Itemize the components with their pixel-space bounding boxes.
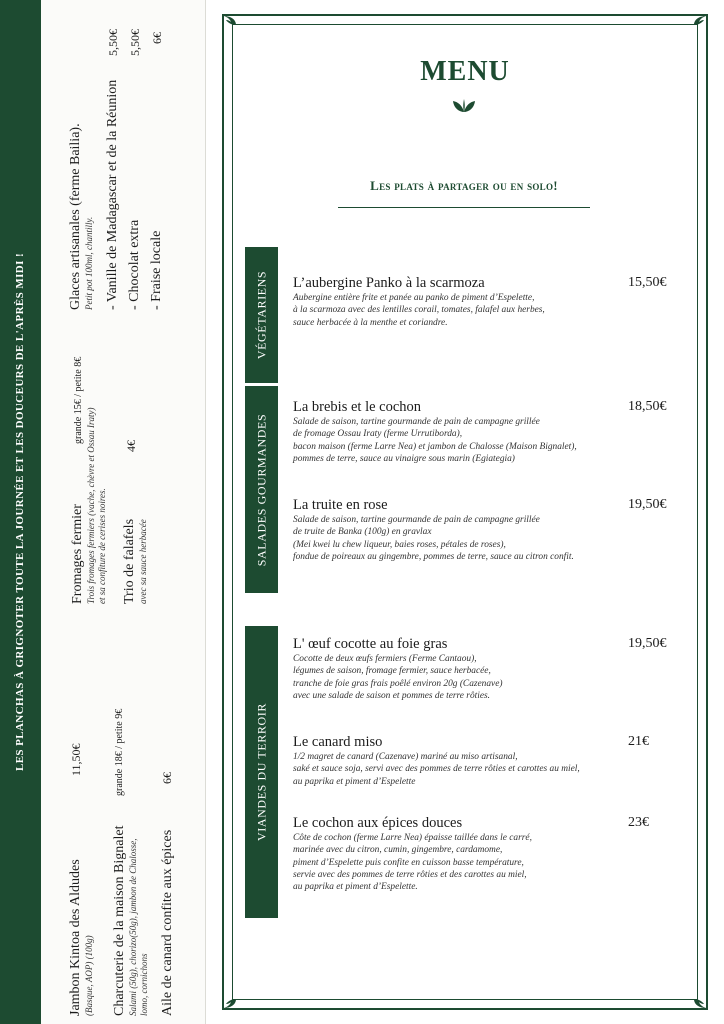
item-aile-name: Aile de canard confite aux épices (160, 829, 175, 1016)
dish-price: 18,50€ (628, 399, 667, 414)
dish-desc-line: Salade de saison, tartine gourmande de pain de campagne grillée (293, 417, 540, 427)
dish-name: L' œuf cocotte au foie gras (293, 636, 448, 652)
dish-desc-line: Salade de saison, tartine gourmande de pain de campagne grillée (293, 515, 540, 525)
dish-desc-line: légumes de saison, fromage fermier, sauce herbacée, (293, 666, 491, 677)
item-fraise-price: 6€ (150, 32, 164, 44)
dish-desc-line: au paprika et piment d’Espelette. (293, 882, 418, 893)
corner-ornament-icon (692, 994, 708, 1010)
dish (293, 274, 703, 329)
item-aile-price: 6€ (160, 772, 174, 784)
dish (293, 733, 703, 788)
item-vanille-name: - Vanille de Madagascar et de la Réunion (105, 79, 120, 310)
dish (293, 496, 703, 563)
item-jambon-price: 11,50€ (69, 743, 83, 776)
item-fraise-name: - Fraise locale (149, 230, 164, 310)
leaf-ornament-icon (451, 98, 477, 114)
category-vegetariens (245, 247, 278, 383)
menu-title: MENU (420, 56, 510, 87)
item-fromages-desc1: Trois fromages fermiers (vache, chèvre et Ossau Iraty) (86, 407, 96, 604)
dish-desc-line: servie avec des pommes de terre rôties et des carottes au miel, (293, 869, 527, 880)
category-label: SALADES GOURMANDES (254, 413, 268, 566)
dish-desc-line: (Mei kwei lu chew liqueur, baies roses, pétales de roses), (293, 539, 506, 550)
item-jambon-name: Jambon Kintoa des Aldudes (68, 859, 83, 1016)
dish-desc-line: bacon maison (ferme Larre Nea) et jambon de Chalosse (Maison Bignalet), (293, 441, 577, 452)
subtitle-underline (338, 207, 590, 208)
category-salades (245, 386, 278, 593)
dish-price: 23€ (628, 815, 649, 830)
dish-desc-line: Côte de cochon (ferme Larre Nea) épaisse taillée dans le carré, (293, 833, 532, 843)
item-glaces-desc: Petit pot 100ml, chantilly. (84, 216, 94, 310)
corner-ornament-icon (222, 994, 238, 1010)
dish-desc-line: marinée avec du citron, cumin, gingembre, cardamome, (293, 845, 503, 856)
corner-ornament-icon (222, 14, 238, 30)
item-charcuterie-desc2: lomo, cornichons (139, 953, 149, 1016)
dish-name: L’aubergine Panko à la scarmoza (293, 275, 485, 291)
dish-desc-line: de fromage Ossau Iraty (ferme Urrutiborda), (293, 429, 463, 440)
dish-price: 19,50€ (628, 497, 667, 512)
item-jambon-desc: (Basque, AOP) (100g) (84, 935, 94, 1016)
item-charcuterie-price: grande 18€ / petite 9€ (114, 708, 125, 796)
dish-desc-line: à la scarmoza avec des lentilles corail, tomates, falafel aux herbes, (293, 305, 545, 316)
item-chocolat-price: 5,50€ (128, 29, 142, 56)
item-charcuterie-desc1: Salami (50g), chorizo(50g), jambon de Chalosse, (128, 838, 138, 1016)
item-fromages-desc2: et sa confiture de cerises noires. (97, 488, 107, 604)
item-vanille-price: 5,50€ (106, 29, 120, 56)
dish-name: Le canard miso (293, 734, 383, 750)
item-chocolat-name: - Chocolat extra (127, 219, 142, 310)
dish-desc-line: piment d’Espelette puis confite en cuisson basse température, (293, 857, 524, 868)
dish-price: 21€ (628, 734, 649, 749)
snack-panel-rotated (0, 0, 205, 1024)
dish (293, 814, 703, 893)
dish-desc-line: Aubergine entière frite et panée au panko de piment d’Espelette, (293, 293, 535, 303)
dish-price: 15,50€ (628, 275, 667, 290)
dish-desc-line: au paprika et piment d’Espelette (293, 776, 416, 787)
category-viandes (245, 626, 278, 918)
dish-desc-line: fondue de poireaux au gingembre, pommes de terre, sauce au citron confit. (293, 551, 574, 562)
dish-desc-line: tranche de foie gras frais poêlé environ 20g (Cazenave) (293, 678, 503, 689)
item-fromages-name: Fromages fermier (70, 504, 85, 604)
corner-ornament-icon (692, 14, 708, 30)
dish-desc-line: pommes de terre, sauce au vinaigre sous marin (Egiategia) (293, 453, 515, 464)
dish-desc-line: sauce herbacée à la menthe et coriandre. (293, 317, 448, 328)
dish-name: La truite en rose (293, 497, 388, 513)
item-charcuterie-name: Charcuterie de la maison Bignalet (112, 825, 127, 1016)
dish-desc-line: 1/2 magret de canard (Cazenave) mariné au miso artisanal, (293, 752, 518, 762)
category-label: VÉGÉTARIENS (254, 270, 268, 360)
dish-desc-line: saké et sauce soja, servi avec des pommes de terre rôties et carottes au miel, (293, 764, 580, 775)
item-glaces-name: Glaces artisanales (ferme Bailia). (68, 123, 83, 310)
dish (293, 398, 703, 465)
dish-name: Le cochon aux épices douces (293, 815, 463, 831)
item-falafels-name: Trio de falafels (122, 518, 137, 604)
dish-desc-line: de truite de Banka (100g) en gravlax (293, 527, 432, 538)
item-falafels-desc: avec sa sauce herbacée (138, 519, 148, 604)
dish-price: 19,50€ (628, 636, 667, 651)
dish-name: La brebis et le cochon (293, 399, 422, 415)
menu-subtitle: Les plats à partager ou en solo! (370, 178, 558, 193)
category-label: VIANDES DU TERROIR (254, 703, 268, 841)
item-falafels-price: 4€ (124, 440, 138, 452)
item-fromages-price: grande 15€ / petite 8€ (73, 356, 84, 444)
dish (293, 635, 703, 702)
dish-desc-line: Cocotte de deux œufs fermiers (Ferme Cantaou), (293, 654, 477, 664)
dish-desc-line: avec une salade de saison et pommes de terre rôties. (293, 690, 491, 701)
snack-banner: LES PLANCHAS À GRIGNOTER TOUTE LA JOURNÉE ET LES DOUCEURS DE L'APRÈS MIDI ! (14, 252, 26, 772)
